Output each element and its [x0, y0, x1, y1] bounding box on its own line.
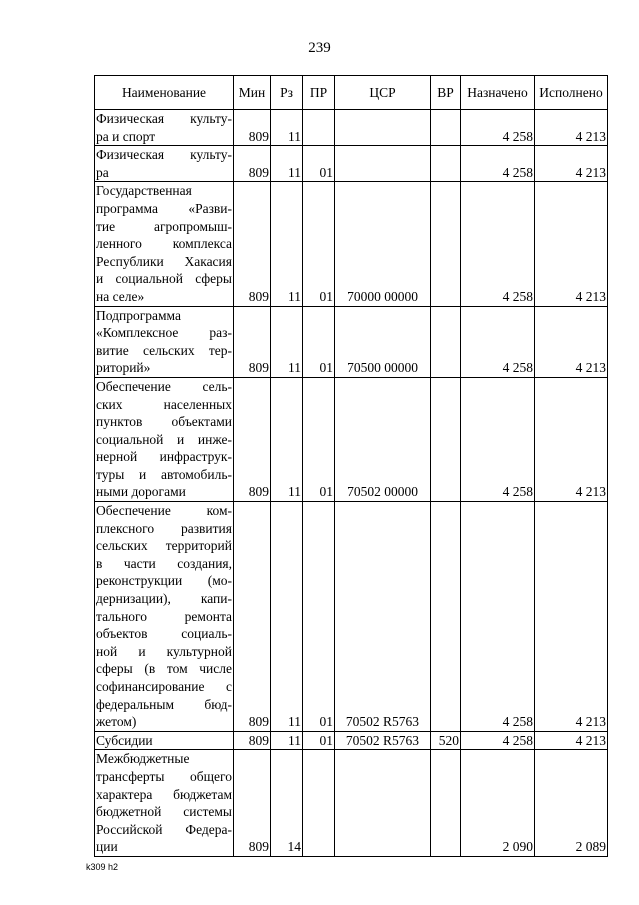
row-name: [95, 182, 234, 306]
row-executed: 4 213: [535, 110, 608, 146]
row-name-line: ских населенных: [96, 396, 232, 412]
row-executed: 4 213: [535, 306, 608, 377]
row-vr: [431, 146, 461, 182]
row-name-line: в части создания,: [96, 555, 232, 571]
row-name: [95, 146, 234, 182]
row-name-line: «Комплексное раз-: [96, 325, 232, 341]
footer-code: k309 h2: [86, 862, 119, 872]
row-min: 809: [234, 306, 271, 377]
row-vr: [431, 750, 461, 857]
row-csr: [335, 750, 431, 857]
row-assigned: 4 258: [461, 182, 535, 306]
row-name: [95, 750, 234, 857]
row-name-line: сельских территорий: [96, 538, 232, 554]
row-assigned: 4 258: [461, 110, 535, 146]
row-name: [95, 306, 234, 377]
row-name-line: дернизации), капи-: [96, 591, 232, 607]
row-assigned: 4 258: [461, 377, 535, 501]
row-pr: 01: [303, 502, 335, 732]
row-name-line: витие сельских тер-: [96, 342, 232, 358]
row-name-line: ра: [96, 164, 109, 180]
row-name-line: тального ремонта: [96, 608, 232, 624]
row-name-line: объектов социаль-: [96, 626, 232, 642]
row-name-line: софинансирование с: [96, 679, 232, 694]
header-pr: ПР: [303, 76, 335, 110]
row-executed: 4 213: [535, 146, 608, 182]
row-assigned: 4 258: [461, 306, 535, 377]
row-csr: [335, 146, 431, 182]
row-name-line: туры и автомобиль-: [96, 466, 232, 482]
row-assigned: 4 258: [461, 731, 535, 750]
row-assigned: 4 258: [461, 146, 535, 182]
row-name-line: ными дорогами: [96, 484, 186, 500]
row-name-line: Обеспечение сель-: [96, 378, 232, 394]
table-row: [95, 377, 608, 501]
row-csr: 70000 00000: [335, 182, 431, 306]
row-min: 809: [234, 110, 271, 146]
row-name-line: Обеспечение ком-: [96, 503, 232, 519]
row-rz: 11: [271, 146, 303, 182]
row-name-line: Российской Федера-: [96, 821, 232, 837]
row-rz: 11: [271, 182, 303, 306]
row-pr: [303, 110, 335, 146]
row-name-line: Физическая культу-: [96, 111, 232, 126]
table-row: [95, 750, 608, 857]
row-assigned: 2 090: [461, 750, 535, 857]
row-rz: 11: [271, 377, 303, 501]
table-row: [95, 146, 608, 182]
row-name-line: Субсидии: [96, 732, 153, 748]
table-row: [95, 731, 608, 750]
row-name-line: Физическая культу-: [96, 147, 232, 163]
row-min: 809: [234, 750, 271, 857]
row-vr: [431, 502, 461, 732]
header-executed: Исполнено: [535, 76, 608, 110]
page-number: 239: [308, 40, 331, 56]
row-csr: 70502 R5763: [335, 502, 431, 732]
row-pr: [303, 750, 335, 857]
row-name-line: и социальной сферы: [96, 271, 232, 287]
row-min: 809: [234, 146, 271, 182]
row-name-line: Подпрограмма: [96, 307, 181, 323]
row-name-line: Республики Хакасия: [96, 253, 232, 269]
row-name-line: реконструкции (мо-: [96, 573, 232, 589]
budget-table: [94, 75, 608, 857]
row-name: [95, 110, 234, 146]
row-executed: 4 213: [535, 731, 608, 750]
row-rz: 11: [271, 731, 303, 750]
row-csr: 70502 R5763: [335, 731, 431, 750]
row-executed: 2 089: [535, 750, 608, 857]
header-assigned: Назначено: [461, 76, 535, 110]
row-csr: 70500 00000: [335, 306, 431, 377]
row-name-line: федеральным бюд-: [96, 696, 232, 712]
row-name: [95, 502, 234, 732]
header-csr: ЦСР: [335, 76, 431, 110]
row-name-line: ра и спорт: [96, 128, 156, 144]
row-min: 809: [234, 731, 271, 750]
table-row: [95, 306, 608, 377]
row-pr: 01: [303, 731, 335, 750]
row-name-line: трансферты общего: [96, 768, 232, 784]
row-name-line: ленного комплекса: [96, 236, 232, 252]
row-name-line: программа «Разви-: [96, 200, 232, 216]
table-row: [95, 182, 608, 306]
row-rz: 11: [271, 110, 303, 146]
row-name-line: риторий»: [96, 360, 151, 376]
row-name-line: жетом): [96, 714, 137, 730]
header-rz: Рз: [271, 76, 303, 110]
row-name-line: ции: [96, 839, 118, 855]
row-csr: 70502 00000: [335, 377, 431, 501]
row-vr: [431, 110, 461, 146]
row-vr: [431, 306, 461, 377]
row-min: 809: [234, 502, 271, 732]
row-executed: 4 213: [535, 377, 608, 501]
row-name-line: социальной и инже-: [96, 431, 232, 447]
row-name-line: пунктов объектами: [96, 414, 232, 430]
header-min: Мин: [234, 76, 271, 110]
header-name: Наименование: [95, 76, 234, 110]
row-assigned: 4 258: [461, 502, 535, 732]
row-vr: [431, 377, 461, 501]
row-rz: 11: [271, 306, 303, 377]
row-name-line: Межбюджетные: [96, 751, 190, 767]
row-pr: 01: [303, 146, 335, 182]
row-name-line: нерной инфраструк-: [96, 449, 232, 465]
row-name-line: бюджетной системы: [96, 804, 232, 820]
row-executed: 4 213: [535, 502, 608, 732]
row-pr: 01: [303, 306, 335, 377]
row-name-line: ной и культурной: [96, 643, 232, 659]
row-rz: 11: [271, 502, 303, 732]
table-header-row: [95, 76, 608, 110]
row-csr: [335, 110, 431, 146]
row-name-line: тие агропромыш-: [96, 218, 232, 234]
row-name-line: сферы (в том числе: [96, 661, 232, 677]
row-name: [95, 731, 234, 750]
row-name: [95, 377, 234, 501]
header-vr: ВР: [431, 76, 461, 110]
row-name-line: на селе»: [96, 288, 145, 304]
row-name-line: плексного развития: [96, 520, 232, 536]
table-row: [95, 502, 608, 732]
row-name-line: характера бюджетам: [96, 786, 232, 802]
row-min: 809: [234, 182, 271, 306]
row-vr: 520: [431, 731, 461, 750]
row-rz: 14: [271, 750, 303, 857]
row-name-line: Государственная: [96, 183, 192, 199]
row-pr: 01: [303, 182, 335, 306]
table-row: [95, 110, 608, 146]
row-executed: 4 213: [535, 182, 608, 306]
row-pr: 01: [303, 377, 335, 501]
row-min: 809: [234, 377, 271, 501]
row-vr: [431, 182, 461, 306]
